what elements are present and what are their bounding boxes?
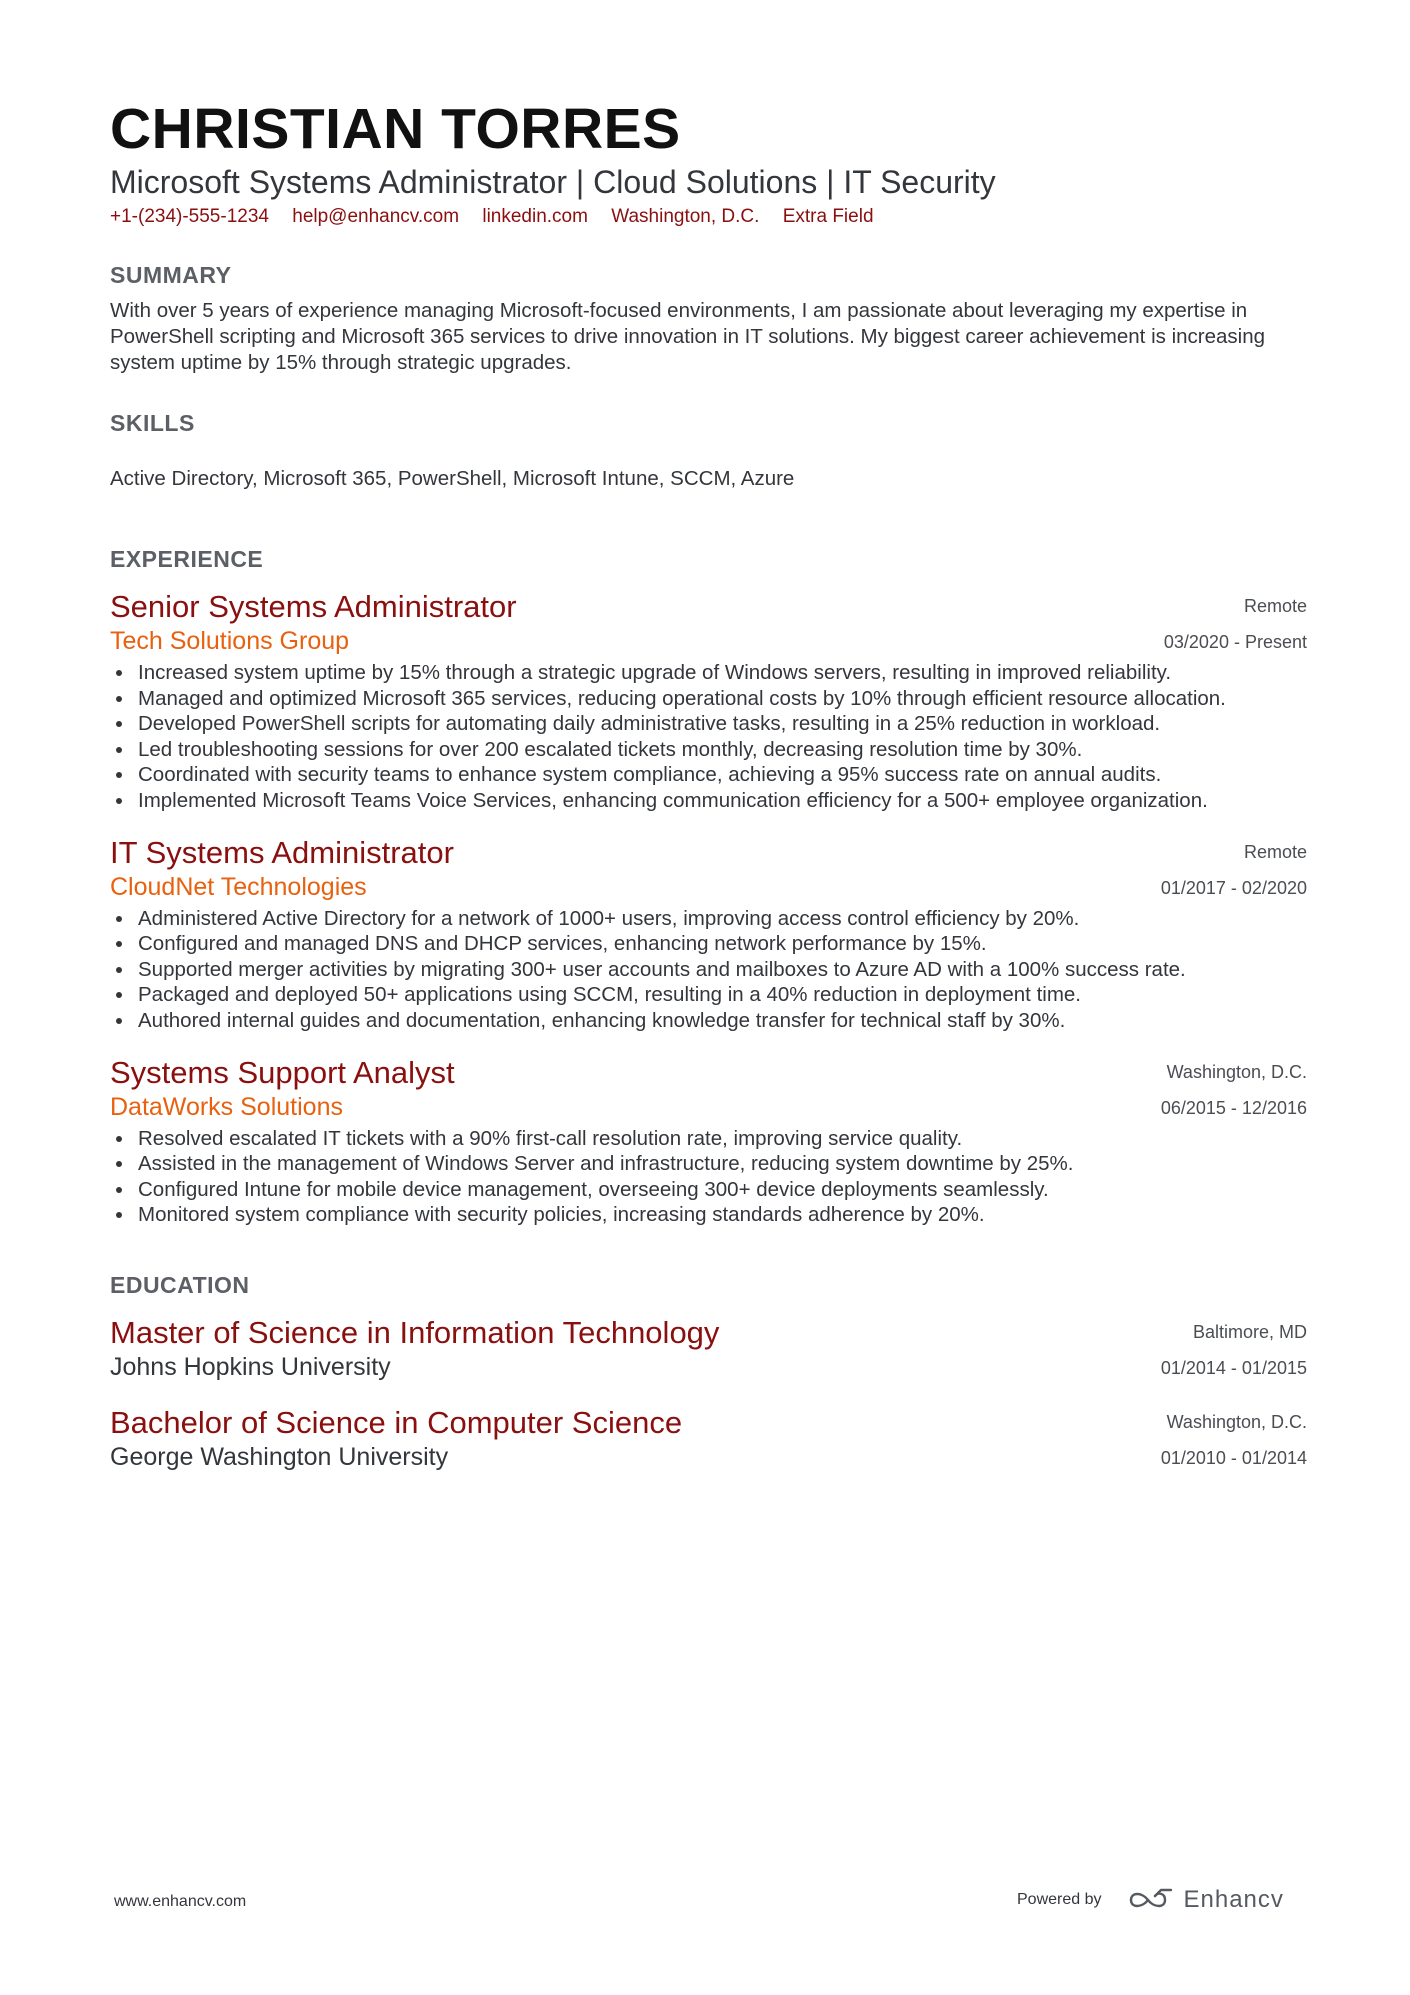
bullet-item: Led troubleshooting sessions for over 200 escalated tickets monthly, decreasing resolution time by 30%. (110, 737, 1307, 763)
powered-by-label: Powered by (1017, 1891, 1102, 1908)
enhancv-logo-icon (1128, 1887, 1174, 1913)
job-meta (1164, 588, 1307, 660)
bullet-item: Configured and managed DNS and DHCP services, enhancing network performance by 15%. (110, 931, 1307, 957)
education-location: Baltimore, MD (1192, 1321, 1307, 1342)
school-name: George Washington University (110, 1442, 449, 1471)
skills-heading: SKILLS (110, 410, 195, 436)
job-dates: 06/2015 - 12/2016 (1160, 1097, 1307, 1118)
education-dates: 01/2010 - 01/2014 (1160, 1447, 1307, 1468)
summary-heading: SUMMARY (110, 262, 232, 288)
bullet-item: Increased system uptime by 15% through a strategic upgrade of Windows servers, resulting in improved reliability. (110, 660, 1307, 686)
contact-linkedin[interactable]: linkedin.com (482, 206, 588, 227)
brand-name: Enhancv (1183, 1886, 1284, 1913)
bullet-item: Administered Active Directory for a network of 1000+ users, improving access control efficiency by 20%. (110, 906, 1307, 932)
bullet-item: Monitored system compliance with security policies, increasing standards adherence by 20%. (110, 1202, 1307, 1228)
degree-title: Master of Science in Information Technology (110, 1314, 720, 1350)
job-meta (1161, 1054, 1307, 1126)
bullet-item: Implemented Microsoft Teams Voice Services, enhancing communication efficiency for a 500+ employee organization. (110, 788, 1307, 814)
experience-entry (110, 1054, 1307, 1228)
contact-location: Washington, D.C. (611, 206, 760, 227)
job-title: Senior Systems Administrator (110, 589, 517, 624)
job-bullets (110, 660, 1307, 814)
job-location: Remote (1243, 596, 1307, 616)
footer-website-link[interactable]: www.enhancv.com (114, 1893, 247, 1910)
footer-branding[interactable] (1017, 1880, 1284, 1920)
job-company: CloudNet Technologies (110, 872, 367, 901)
education-dates: 01/2014 - 01/2015 (1160, 1357, 1307, 1378)
job-company: Tech Solutions Group (110, 627, 350, 655)
bullet-item: Packaged and deployed 50+ applications using SCCM, resulting in a 40% reduction in deployment time. (110, 982, 1307, 1008)
bullet-item: Supported merger activities by migrating 300+ user accounts and mailboxes to Azure AD with a 100% success rate. (110, 957, 1307, 983)
bullet-item: Resolved escalated IT tickets with a 90% first-call resolution rate, improving service quality. (110, 1126, 1307, 1152)
candidate-name: CHRISTIAN TORRES (110, 97, 681, 161)
bullet-item: Coordinated with security teams to enhance system compliance, achieving a 95% success rate on annual audits. (110, 762, 1307, 788)
education-heading: EDUCATION (110, 1271, 250, 1298)
job-meta (1161, 834, 1307, 906)
education-location: Washington, D.C. (1166, 1411, 1307, 1432)
job-title: IT Systems Administrator (110, 834, 454, 870)
candidate-headline: Microsoft Systems Administrator | Cloud Solutions | IT Security (110, 164, 996, 200)
job-dates: 01/2017 - 02/2020 (1160, 877, 1307, 898)
bullet-item: Developed PowerShell scripts for automating daily administrative tasks, resulting in a 25% reduction in workload. (110, 711, 1307, 737)
education-meta (1161, 1314, 1307, 1386)
job-company: DataWorks Solutions (110, 1092, 343, 1121)
education-entry (110, 1314, 1307, 1382)
bullet-item: Assisted in the management of Windows Server and infrastructure, reducing system downtime by 25%. (110, 1151, 1307, 1177)
contact-email[interactable]: help@enhancv.com (292, 206, 460, 227)
job-location: Washington, D.C. (1166, 1061, 1307, 1082)
summary-text: With over 5 years of experience managing Microsoft-focused environments, I am passionate about leveraging my expertise in PowerShell scripting and Microsoft 365 services to drive innovation in IT solutions. My biggest career achievement is increasing system uptime by 15% through strategic upgrades. (110, 299, 1266, 374)
degree-title: Bachelor of Science in Computer Science (110, 1404, 683, 1440)
contact-extra-field: Extra Field (782, 206, 874, 227)
experience-entry (110, 834, 1307, 1034)
education-entry (110, 1404, 1307, 1472)
experience-entry (110, 588, 1307, 814)
school-name: Johns Hopkins University (110, 1352, 391, 1381)
job-bullets (110, 906, 1307, 1034)
job-bullets (110, 1126, 1307, 1228)
experience-heading: EXPERIENCE (110, 546, 264, 572)
education-meta (1161, 1404, 1307, 1476)
bullet-item: Authored internal guides and documentation, enhancing knowledge transfer for technical staff by 30%. (110, 1008, 1307, 1034)
skills-text: Active Directory, Microsoft 365, PowerShell, Microsoft Intune, SCCM, Azure (110, 467, 795, 490)
bullet-item: Managed and optimized Microsoft 365 services, reducing operational costs by 10% through efficient resource allocation. (110, 686, 1307, 712)
job-title: Systems Support Analyst (110, 1054, 455, 1090)
job-location: Remote (1243, 841, 1307, 862)
bullet-item: Configured Intune for mobile device management, overseeing 300+ device deployments seamlessly. (110, 1177, 1307, 1203)
resume-page (110, 96, 1307, 1472)
resume-header (110, 96, 1307, 230)
contact-bar (110, 204, 1307, 230)
job-dates: 03/2020 - Present (1163, 632, 1307, 652)
contact-phone[interactable]: +1-(234)-555-1234 (110, 206, 269, 227)
